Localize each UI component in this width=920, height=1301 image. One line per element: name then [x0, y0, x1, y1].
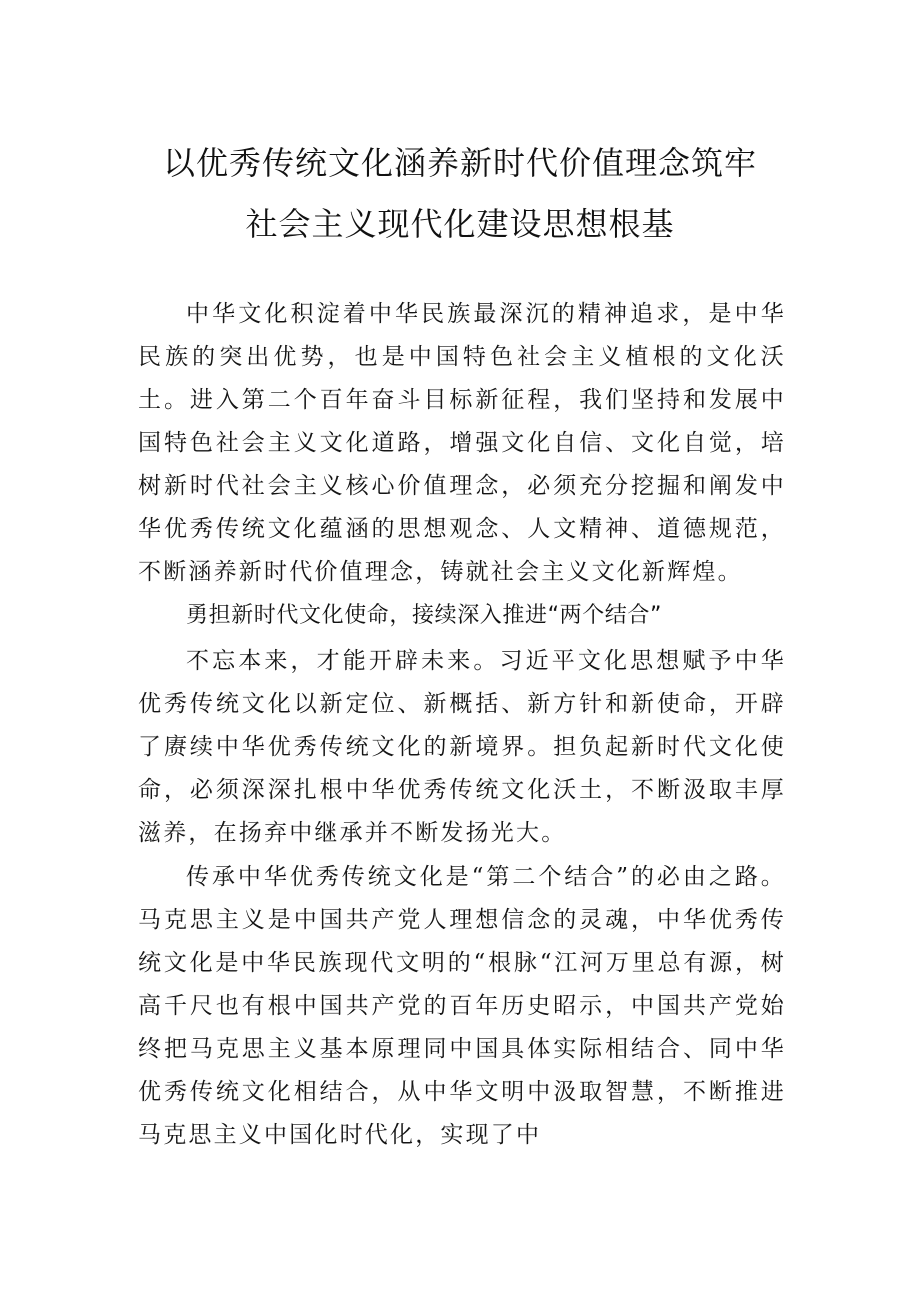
body-paragraph-3: 传承中华优秀传统文化是“第二个结合”的必由之路。马克思主义是中国共产党人理想信念的灵魂，中华优秀传统文化是中华民族现代文明的“根脉“江河万里总有源，树高千尺也有根中国共产党的百年历史昭示，中国共产党始终把马克思主义基本原理同中国具体实际相结合、同中华优秀传统文化相结合，从中华文明中汲取智慧，不断推进马克思主义中国化时代化，实现了中 — [138, 864, 786, 1148]
document-title-line-2: 社会主义现代化建设思想根基 — [245, 205, 675, 243]
document-title-line-1: 以优秀传统文化涵养新时代价值理念筑牢 — [162, 144, 757, 182]
intro-paragraph: 中华文化积淀着中华民族最深沉的精神追求，是中华民族的突出优势，也是中国特色社会主义植根的文化沃土。进入第二个百年奋斗目标新征程，我们坚持和发展中国特色社会主义文化道路，增强文化自信、文化自觉，培树新时代社会主义核心价值理念，必须充分挖掘和阐发中华优秀传统文化蕴涵的思想观念、人文精神、道德规范，不断涵养新时代价值理念，铸就社会主义文化新辉煌。 — [138, 301, 786, 585]
body-paragraph-2: 不忘本来，才能开辟未来。习近平文化思想赋予中华优秀传统文化以新定位、新概括、新方针和新使命，开辟了赓续中华优秀传统文化的新境界。担负起新时代文化使命，必须深深扎根中华优秀传统文化沃土，不断汲取丰厚滋养，在扬弃中继承并不断发扬光大。 — [138, 648, 786, 846]
section-heading: 勇担新时代文化使命，接续深入推进“两个结合” — [186, 603, 662, 628]
